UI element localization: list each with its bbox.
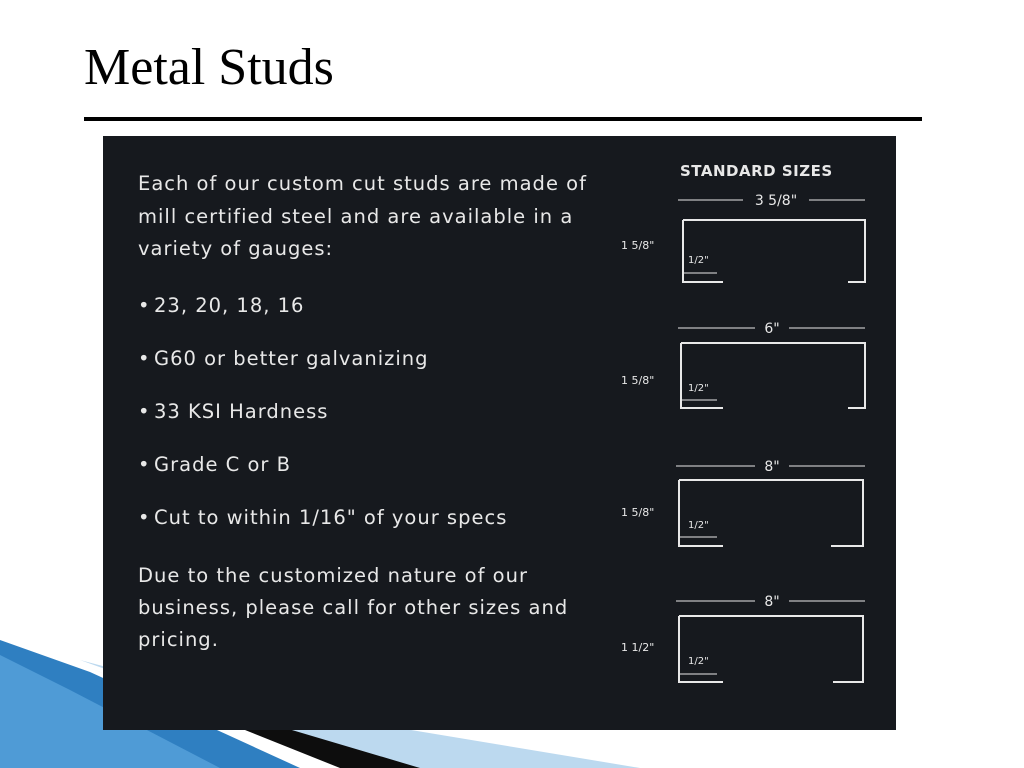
stud-4-lip-label: 1/2" bbox=[688, 656, 709, 667]
stud-4-depth-label: 1 1/2" bbox=[621, 641, 655, 654]
stud-3-width-label: 8" bbox=[764, 459, 780, 475]
stud-profile-1 bbox=[678, 200, 865, 282]
bullet-text: Cut to within 1/16" of your specs bbox=[154, 505, 508, 529]
bullet-text: G60 or better galvanizing bbox=[154, 346, 429, 370]
standard-sizes-diagram bbox=[103, 136, 896, 730]
stud-3-lip-label: 1/2" bbox=[688, 520, 709, 531]
bullet-icon: • bbox=[138, 346, 151, 370]
stud-2-lip-label: 1/2" bbox=[688, 383, 709, 394]
bullet-text: 33 KSI Hardness bbox=[154, 399, 329, 423]
bullet-icon: • bbox=[138, 399, 151, 423]
stud-1-lip-label: 1/2" bbox=[688, 255, 709, 266]
bullet-icon: • bbox=[138, 293, 151, 317]
stud-1-width-label: 3 5/8" bbox=[754, 193, 798, 209]
metal-studs-figure bbox=[103, 136, 896, 730]
intro-paragraph: Each of our custom cut studs are made of mill certified steel and are available in a variety of gauges: bbox=[138, 172, 587, 260]
stud-2-width-label: 6" bbox=[764, 321, 780, 337]
stud-1-depth-label: 1 5/8" bbox=[621, 239, 655, 252]
bullet-icon: • bbox=[138, 505, 151, 529]
bullet-text: Grade C or B bbox=[154, 452, 291, 476]
stud-profile-3 bbox=[676, 466, 865, 546]
stud-profile-2 bbox=[678, 328, 865, 408]
closing-paragraph: Due to the customized nature of our business, please call for other sizes and pricing. bbox=[138, 563, 569, 651]
stud-profile-4 bbox=[676, 601, 865, 682]
stud-3-depth-label: 1 5/8" bbox=[621, 506, 655, 519]
stud-4-width-label: 8" bbox=[764, 594, 780, 610]
slide-title: Metal Studs bbox=[84, 39, 334, 96]
title-divider bbox=[84, 117, 922, 121]
stud-2-depth-label: 1 5/8" bbox=[621, 374, 655, 387]
sizes-heading: STANDARD SIZES bbox=[680, 162, 833, 180]
bullet-icon: • bbox=[138, 452, 151, 476]
bullet-text: 23, 20, 18, 16 bbox=[154, 293, 305, 317]
